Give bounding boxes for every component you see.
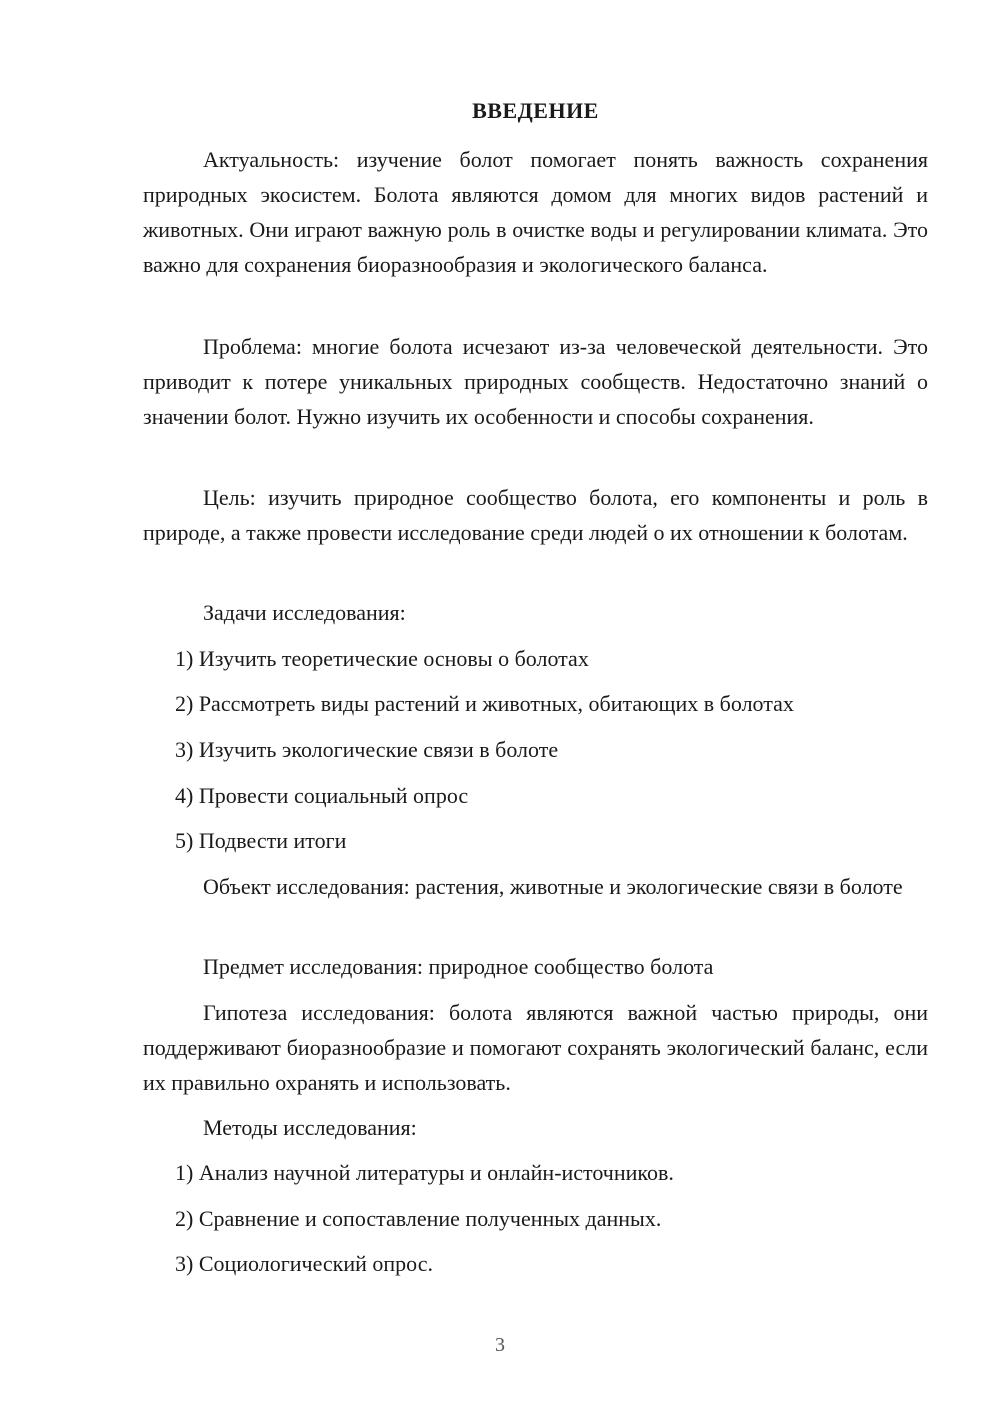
method-item: 2) Сравнение и сопоставление полученных данных. <box>175 1206 662 1231</box>
methods-heading: Методы исследования: <box>203 1115 417 1140</box>
hypothesis-paragraph: Гипотеза исследования: болота являются важной частью природы, они поддерживают биоразнообразие и помогают сохранять экологический баланс, если их правильно охранять и использовать. <box>143 1000 928 1095</box>
page-title: ВВЕДЕНИЕ <box>472 98 599 123</box>
task-item: 3) Изучить экологические связи в болоте <box>175 737 559 762</box>
object-paragraph: Объект исследования: растения, животные и экологические связи в болоте <box>203 874 903 899</box>
subject-paragraph: Предмет исследования: природное сообщество болота <box>203 954 714 979</box>
method-item: 3) Социологический опрос. <box>175 1251 433 1276</box>
tasks-heading: Задачи исследования: <box>203 600 406 625</box>
page-number: 3 <box>495 1334 505 1356</box>
task-item: 4) Провести социальный опрос <box>175 783 469 808</box>
method-item: 1) Анализ научной литературы и онлайн-источников. <box>175 1160 674 1185</box>
task-item: 5) Подвести итоги <box>175 828 347 853</box>
task-item: 1) Изучить теоретические основы о болотах <box>175 646 589 671</box>
problem-paragraph: Проблема: многие болота исчезают из-за человеческой деятельности. Это приводит к потере уникальных природных сообществ. Недостаточно знаний о значении болот. Нужно изучить их особенности и способы сохранения. <box>143 334 928 429</box>
relevance-paragraph: Актуальность: изучение болот помогает понять важность сохранения природных экосистем. Болота являются домом для многих видов растений и животных. Они играют важную роль в очистке воды и регулировании климата. Это важно для сохранения биоразнообразия и экологического баланса. <box>143 147 928 277</box>
task-item: 2) Рассмотреть виды растений и животных, обитающих в болотах <box>175 691 794 716</box>
goal-paragraph: Цель: изучить природное сообщество болота, его компоненты и роль в природе, а также провести исследование среди людей о их отношении к болотам. <box>143 485 928 545</box>
